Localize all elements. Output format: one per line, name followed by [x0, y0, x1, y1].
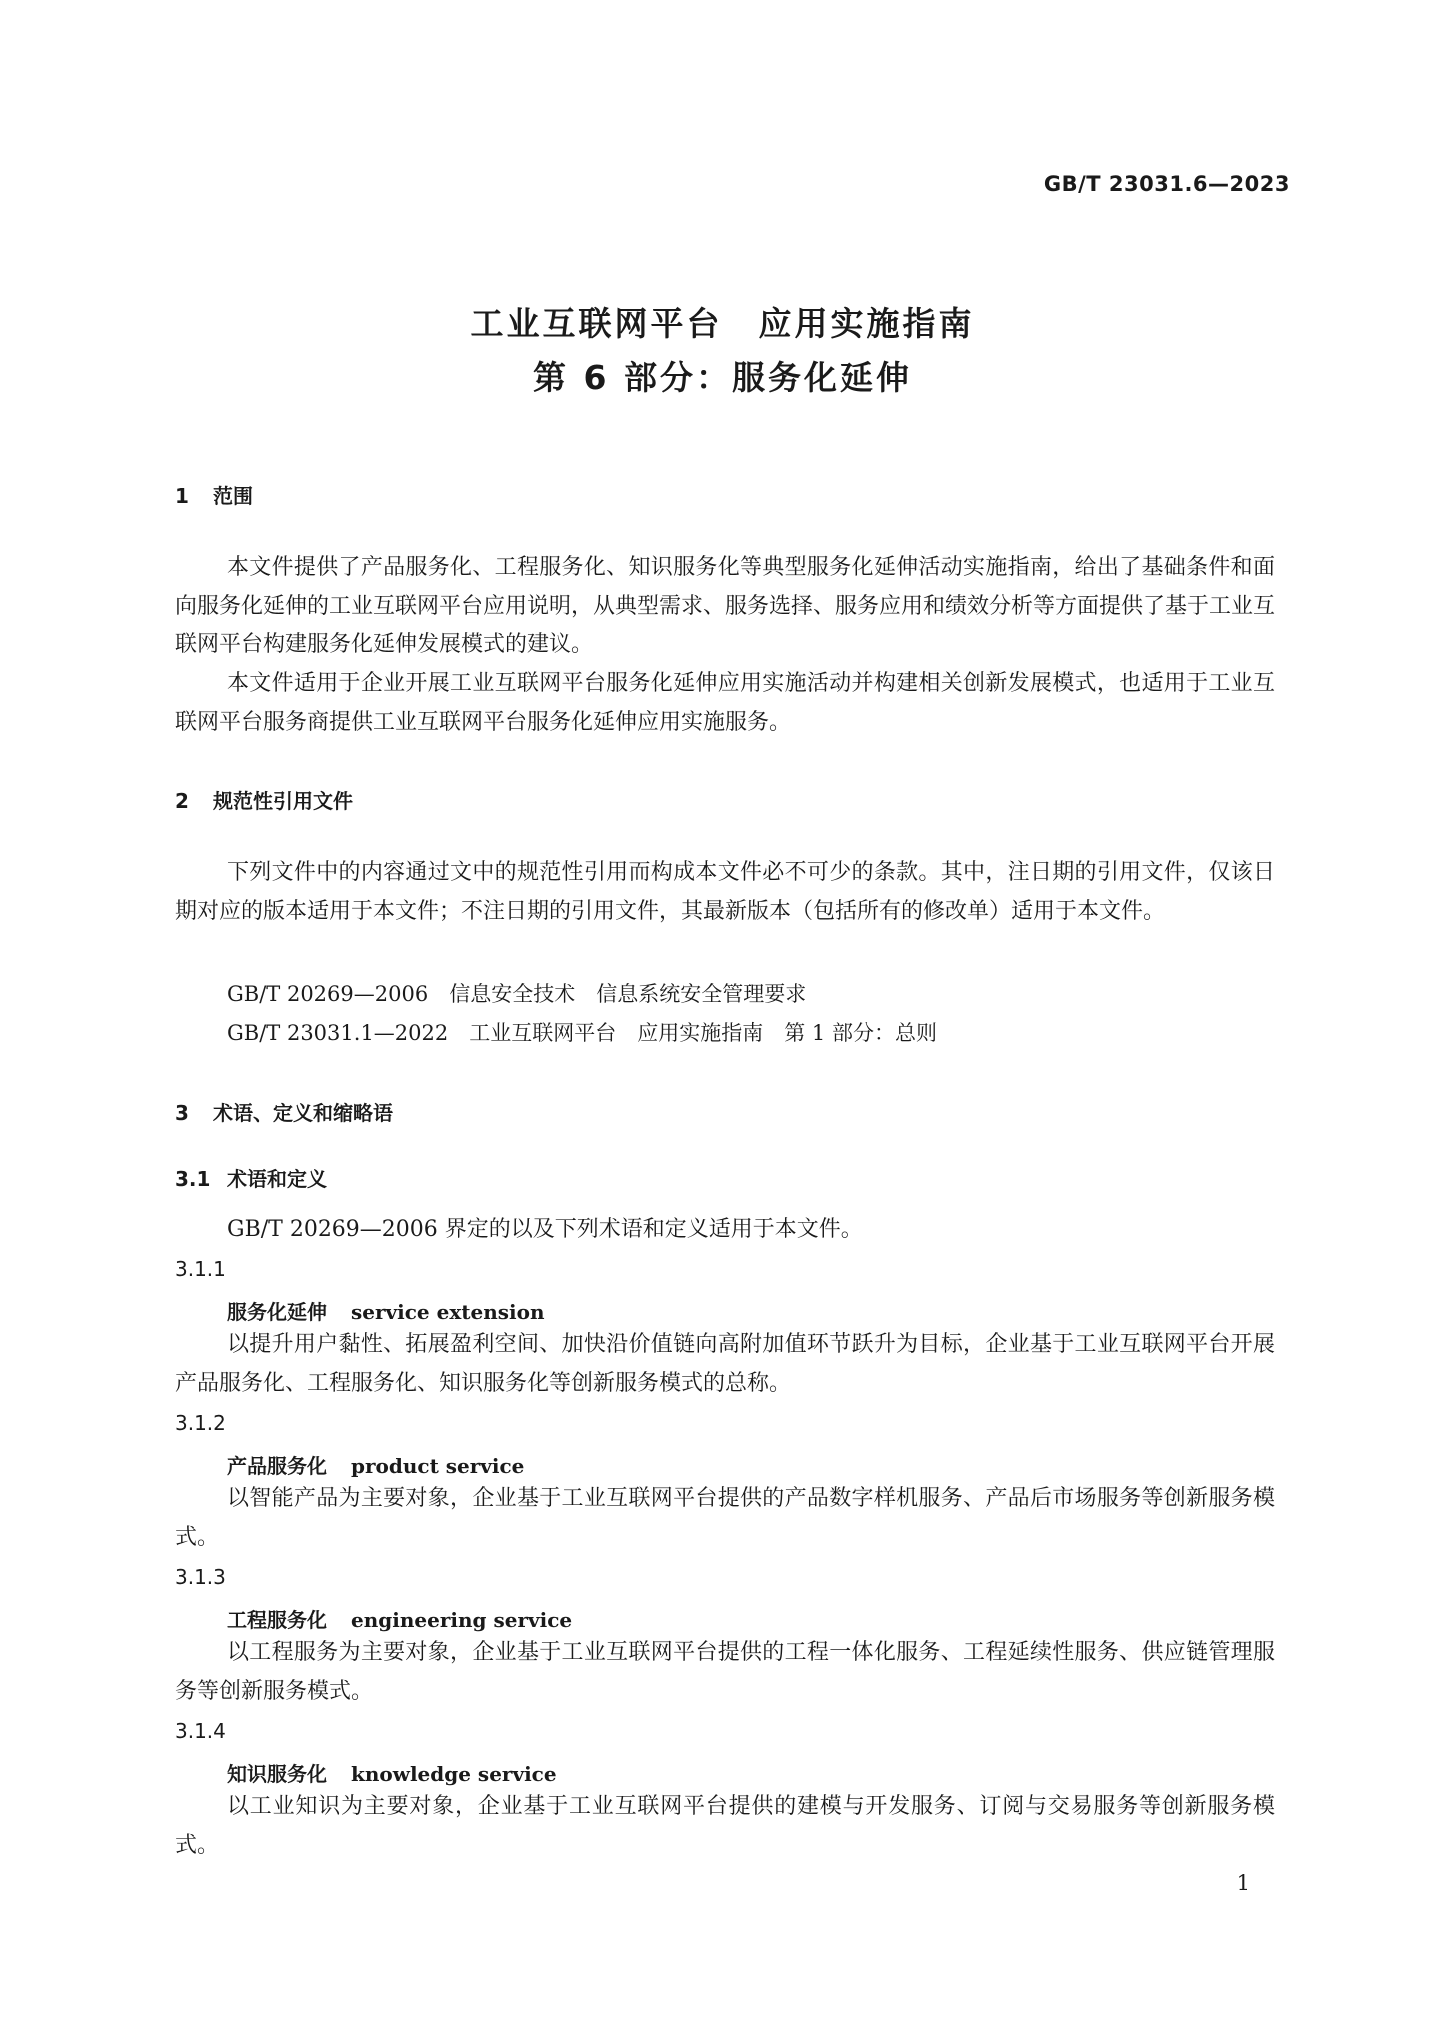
subsection-3-1-intro: GB/T 20269—2006 界定的以及下列术语和定义适用于本文件。 — [227, 1217, 863, 1242]
subsection-3-1-heading — [175, 1163, 327, 1192]
term-definition: 以工业知识为主要对象，企业基于工业互联网平台提供的建模与开发服务、订阅与交易服务等创新服务模式。 — [175, 1794, 1275, 1858]
term-definition: 以智能产品为主要对象，企业基于工业互联网平台提供的产品数字样机服务、产品后市场服务等创新服务模式。 — [175, 1486, 1275, 1550]
section-number: 1 — [175, 484, 189, 508]
term-english: service extension — [351, 1300, 545, 1324]
document-title-line2: 第 6 部分：服务化延伸 — [533, 358, 912, 397]
section-number: 3 — [175, 1101, 189, 1125]
term-name — [227, 1758, 557, 1787]
term-name — [227, 1296, 545, 1325]
page-number: 1 — [1236, 1871, 1250, 1895]
term-definition: 以提升用户黏性、拓展盈利空间、加快沿价值链向高附加值环节跃升为目标，企业基于工业互联网平台开展产品服务化、工程服务化、知识服务化等创新服务模式的总称。 — [175, 1332, 1275, 1396]
term-name — [227, 1450, 524, 1479]
section-1-paragraph-1: 本文件提供了产品服务化、工程服务化、知识服务化等典型服务化延伸活动实施指南，给出了基础条件和面向服务化延伸的工业互联网平台应用说明，从典型需求、服务选择、服务应用和绩效分析等方面提供了基于工业互联网平台构建服务化延伸发展模式的建议。 — [175, 555, 1276, 657]
section-2-heading — [175, 785, 353, 814]
section-2-paragraph-1: 下列文件中的内容通过文中的规范性引用而构成本文件必不可少的条款。其中，注日期的引用文件，仅该日期对应的版本适用于本文件；不注日期的引用文件，其最新版本（包括所有的修改单）适用于本文件。 — [175, 860, 1275, 924]
term-number: 3.1.1 — [175, 1257, 226, 1281]
section-title: 术语、定义和缩略语 — [213, 1101, 393, 1125]
section-3-heading — [175, 1097, 393, 1126]
normative-reference: GB/T 23031.1—2022 工业互联网平台 应用实施指南 第 1 部分：总则 — [227, 1021, 937, 1045]
term-english: engineering service — [351, 1608, 573, 1632]
term-definition: 以工程服务为主要对象，企业基于工业互联网平台提供的工程一体化服务、工程延续性服务、供应链管理服务等创新服务模式。 — [175, 1640, 1275, 1704]
term-english: product service — [351, 1454, 525, 1478]
section-number: 2 — [175, 789, 189, 813]
term-chinese: 工程服务化 — [227, 1608, 327, 1632]
subsection-number: 3.1 — [175, 1167, 211, 1191]
term-chinese: 服务化延伸 — [227, 1300, 327, 1324]
term-number: 3.1.2 — [175, 1411, 226, 1435]
normative-reference: GB/T 20269—2006 信息安全技术 信息系统安全管理要求 — [227, 982, 807, 1006]
term-number: 3.1.3 — [175, 1565, 226, 1589]
document-code: GB/T 23031.6—2023 — [1043, 172, 1290, 196]
subsection-title: 术语和定义 — [227, 1167, 327, 1191]
term-chinese: 知识服务化 — [227, 1762, 327, 1786]
section-title: 规范性引用文件 — [213, 789, 353, 813]
section-title: 范围 — [213, 484, 253, 508]
term-english: knowledge service — [351, 1762, 557, 1786]
term-chinese: 产品服务化 — [227, 1454, 327, 1478]
section-1-paragraph-2: 本文件适用于企业开展工业互联网平台服务化延伸应用实施活动并构建相关创新发展模式，也适用于工业互联网平台服务商提供工业互联网平台服务化延伸应用实施服务。 — [175, 671, 1275, 735]
term-name — [227, 1604, 572, 1633]
document-title-line1: 工业互联网平台 应用实施指南 — [470, 304, 975, 343]
section-1-heading — [175, 480, 253, 509]
term-number: 3.1.4 — [175, 1719, 226, 1743]
